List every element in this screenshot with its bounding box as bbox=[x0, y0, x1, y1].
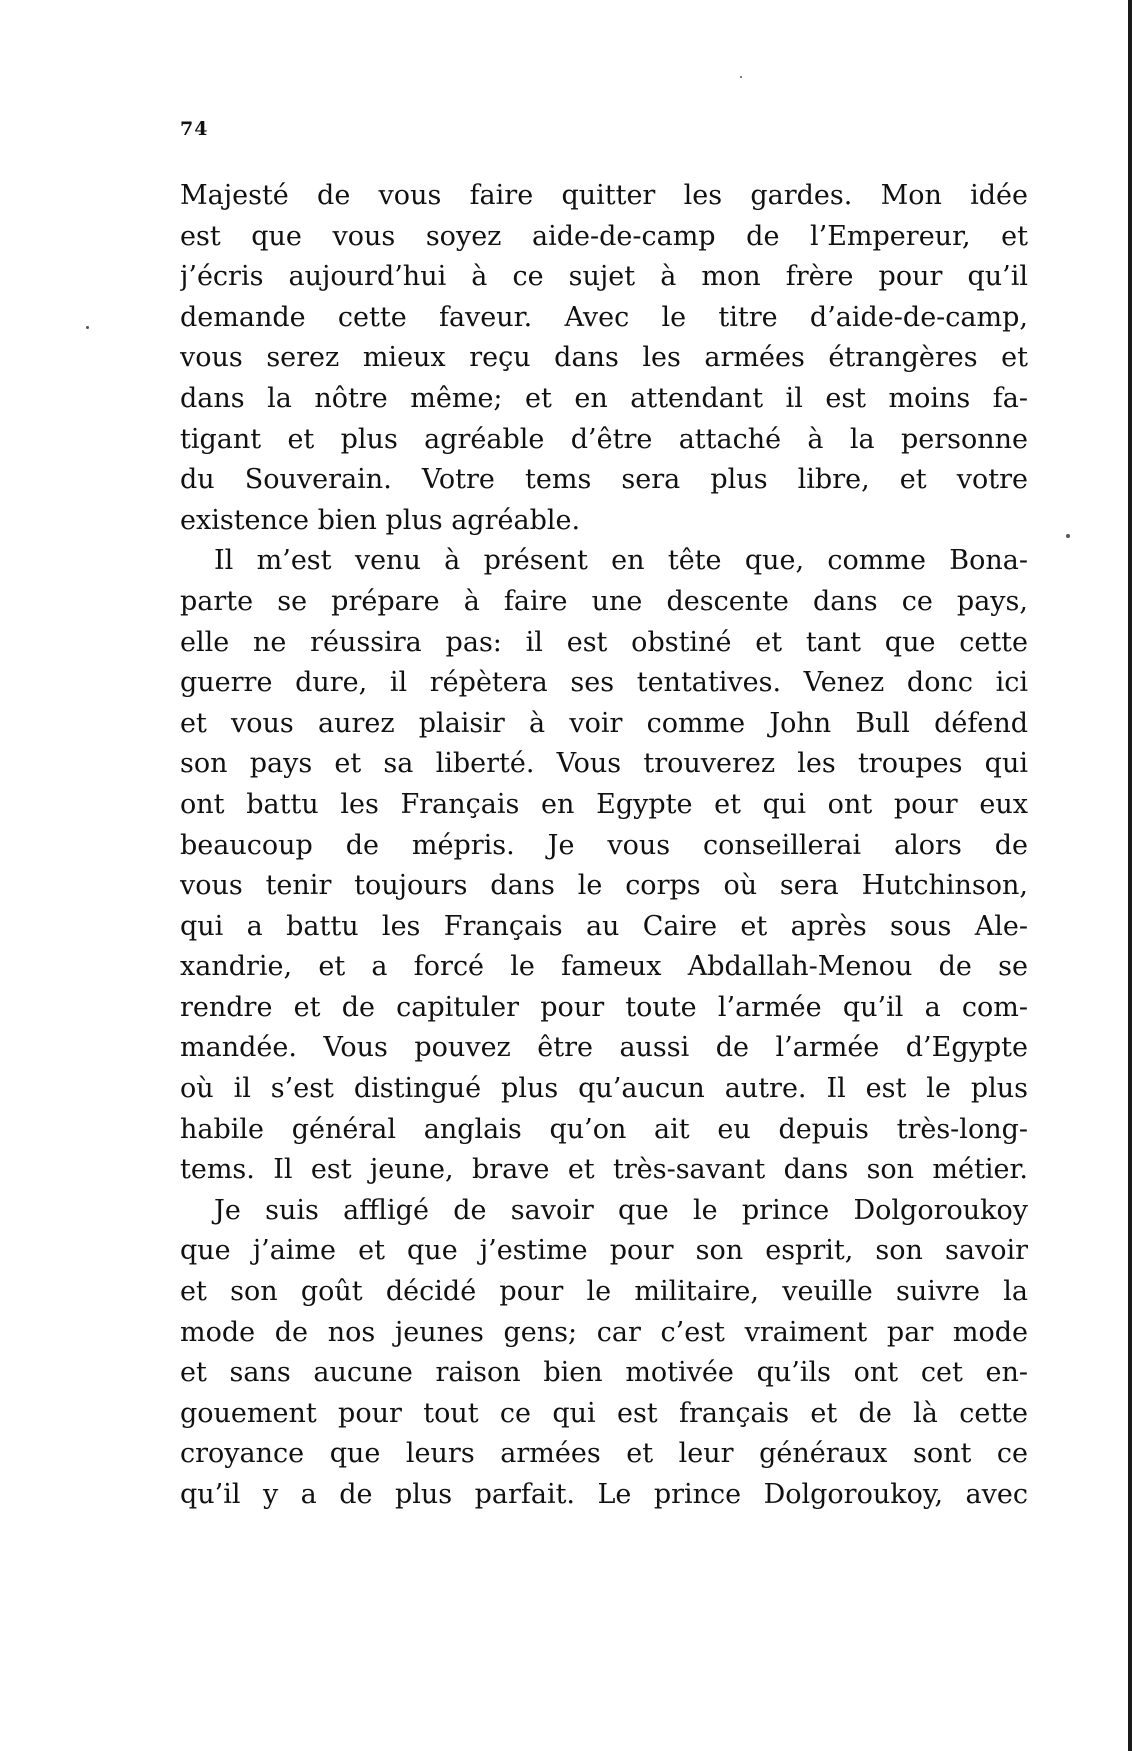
text-line: mandée. Vous pouvez être aussi de l’armée d’Egypte bbox=[180, 1032, 1028, 1064]
text-line: dans la nôtre même; et en attendant il est moins fa- bbox=[180, 382, 1028, 414]
text-line: j’écris aujourd’hui à ce sujet à mon frère pour qu’il bbox=[180, 261, 1028, 293]
text-line: ont battu les Français en Egypte et qui ont pour eux bbox=[180, 788, 1028, 820]
text-line: Je suis affligé de savoir que le prince Dolgoroukoy bbox=[214, 1194, 1028, 1226]
text-line: parte se prépare à faire une descente dans ce pays, bbox=[180, 585, 1028, 617]
text-line: xandrie, et a forcé le fameux Abdallah-Menou de se bbox=[180, 951, 1028, 983]
text-line: croyance que leurs armées et leur généraux sont ce bbox=[180, 1438, 1028, 1470]
text-line: mode de nos jeunes gens; car c’est vraiment par mode bbox=[180, 1316, 1028, 1348]
page-number: 74 bbox=[180, 118, 209, 140]
text-line: est que vous soyez aide-de-camp de l’Empereur, et bbox=[180, 220, 1028, 252]
text-line: Il m’est venu à présent en tête que, comme Bona- bbox=[214, 545, 1028, 577]
text-line: vous tenir toujours dans le corps où sera Hutchinson, bbox=[180, 870, 1028, 902]
text-line: guerre dure, il répètera ses tentatives. Venez donc ici bbox=[180, 667, 1028, 699]
text-line: son pays et sa liberté. Vous trouverez les troupes qui bbox=[180, 748, 1028, 780]
text-line: où il s’est distingué plus qu’aucun autre. Il est le plus bbox=[180, 1073, 1028, 1105]
text-line: gouement pour tout ce qui est français et de là cette bbox=[180, 1397, 1028, 1429]
text-line: elle ne réussira pas: il est obstiné et tant que cette bbox=[180, 626, 1028, 658]
text-line: existence bien plus agréable. bbox=[180, 504, 581, 536]
text-line: qui a battu les Français au Caire et après sous Ale- bbox=[180, 910, 1028, 942]
text-line: vous serez mieux reçu dans les armées étrangères et bbox=[180, 342, 1028, 374]
text-line: tems. Il est jeune, brave et très-savant dans son métier. bbox=[180, 1154, 1028, 1186]
paper-speck bbox=[1066, 534, 1070, 538]
text-line: et sans aucune raison bien motivée qu’ils ont cet en- bbox=[180, 1357, 1028, 1389]
text-line: Majesté de vous faire quitter les gardes. Mon idée bbox=[180, 180, 1028, 211]
text-line: que j’aime et que j’estime pour son esprit, son savoir bbox=[180, 1235, 1028, 1267]
text-line: du Souverain. Votre tems sera plus libre, et votre bbox=[180, 464, 1028, 496]
text-line: beaucoup de mépris. Je vous conseillerai alors de bbox=[180, 829, 1028, 861]
text-line: qu’il y a de plus parfait. Le prince Dolgoroukoy, avec bbox=[180, 1479, 1028, 1510]
paper-speck bbox=[740, 76, 742, 78]
page-edge-line bbox=[1128, 0, 1132, 1751]
paper-speck bbox=[86, 326, 89, 329]
text-line: habile général anglais qu’on ait eu depuis très-long- bbox=[180, 1113, 1028, 1145]
text-line: demande cette faveur. Avec le titre d’aide-de-camp, bbox=[180, 301, 1028, 333]
body-text bbox=[180, 176, 1028, 1516]
text-line: tigant et plus agréable d’être attaché à la personne bbox=[180, 423, 1028, 455]
text-line: et vous aurez plaisir à voir comme John Bull défend bbox=[180, 707, 1028, 739]
text-line: et son goût décidé pour le militaire, veuille suivre la bbox=[180, 1276, 1028, 1308]
text-line: rendre et de capituler pour toute l’armée qu’il a com- bbox=[180, 991, 1028, 1023]
